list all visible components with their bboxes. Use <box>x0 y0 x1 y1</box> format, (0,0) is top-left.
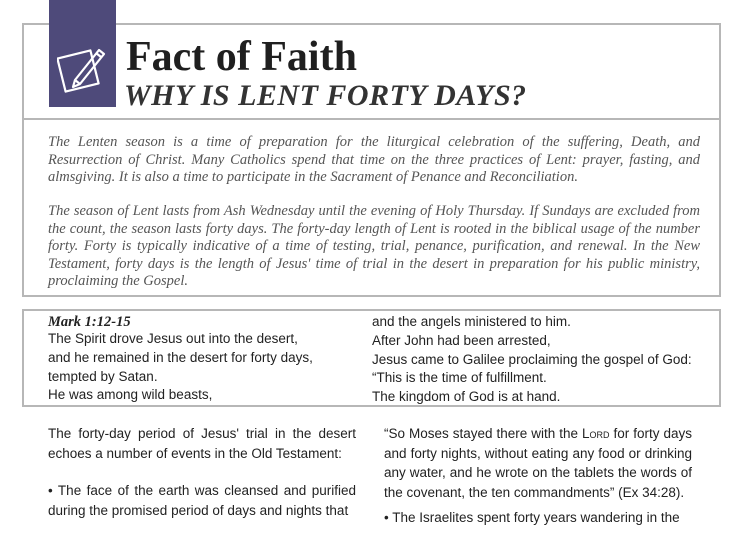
page-title: Fact of Faith <box>126 34 357 80</box>
quote-part: for forty days and forty nights, without eating any food or drinking any water, and he wrote on the tablets the words of the covenant, the ten commandments” (Ex 34:28). <box>384 426 692 500</box>
scripture-right-column <box>372 313 692 407</box>
quote-part: “So Moses stayed there with the <box>384 426 582 441</box>
lord-small-caps: Lord <box>582 426 610 441</box>
pencil-paper-icon <box>57 42 109 94</box>
intro-paragraph-1: The Lenten season is a time of preparation for the liturgical celebration of the suffering, Death, and Resurrection of Christ. Many Catholics spend that time on the three practices of Lent: prayer, fasting, and almsgiving. It is also a time to participate in the Sacrament of Penance and Reconciliation. <box>48 134 700 185</box>
intro-paragraph-2: The season of Lent lasts from Ash Wednesday until the evening of Holy Thursday. If Sundays are excluded from the count, the season lasts forty days. The forty-day length of Lent is rooted in the biblical usage of the number forty. Forty is typically indicative of a time of testing, trial, penance, purification, and renewal. In the New Testament, forty days is the length of Jesus' time of trial in the desert in preparation for his public ministry, proclaiming the Gospel. <box>48 203 700 289</box>
logo-box <box>49 0 116 107</box>
body-bullet: • The Israelites spent forty years wandering in the <box>384 510 680 525</box>
scripture-line: and he remained in the desert for forty days, <box>48 349 313 365</box>
scripture-divider <box>22 405 721 407</box>
body-quote <box>384 424 692 502</box>
header-divider <box>22 118 721 120</box>
scripture-reference: Mark 1:12-15 <box>48 314 131 330</box>
scripture-line: The kingdom of God is at hand. <box>372 389 561 405</box>
scripture-line: “This is the time of fulfillment. <box>372 370 547 386</box>
page-subtitle: WHY IS LENT FORTY DAYS? <box>124 79 527 112</box>
scripture-left-column <box>48 330 313 405</box>
body-paragraph: The forty-day period of Jesus' trial in the desert echoes a number of events in the Old Testament: <box>48 426 356 461</box>
body-left-column <box>48 424 356 520</box>
scripture-line: Jesus came to Galilee proclaiming the gospel of God: <box>372 351 692 367</box>
body-bullet: • The face of the earth was cleansed and purified during the promised period of days and nights that <box>48 483 356 518</box>
scripture-line: tempted by Satan. <box>48 368 158 384</box>
scripture-line: The Spirit drove Jesus out into the desert, <box>48 331 298 346</box>
scripture-line: He was among wild beasts, <box>48 387 213 403</box>
body-right-column <box>384 424 692 534</box>
scripture-line: and the angels ministered to him. <box>372 314 571 329</box>
scripture-line: After John had been arrested, <box>372 332 551 348</box>
